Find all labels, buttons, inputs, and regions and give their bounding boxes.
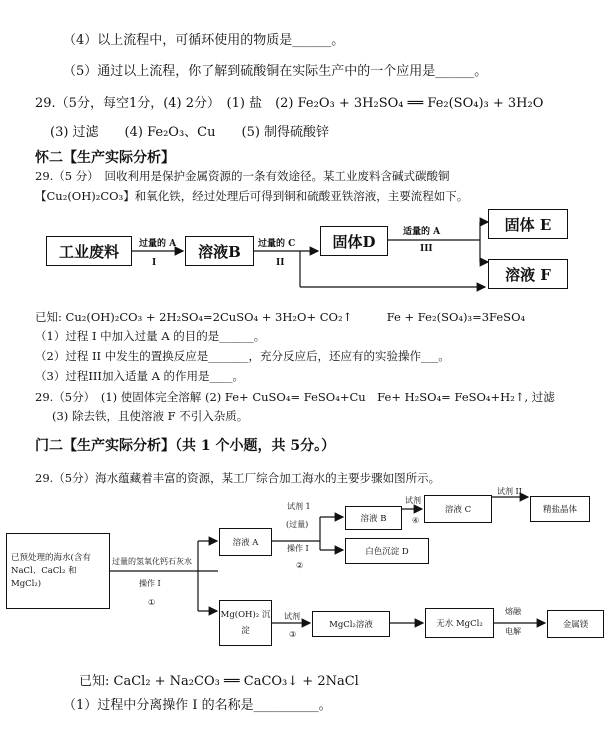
box-seawater: 已预处理的海水(含有 NaCl、CaCl₂ 和 MgCl₂) (6, 533, 110, 609)
reagent1-op-label: 操作 I (287, 544, 309, 553)
box-solution-b-2: 溶液 B (345, 506, 402, 530)
reagent2-num-label: ④ (412, 516, 420, 525)
arrow3-top-label: 适量的 A (403, 227, 441, 237)
reagent2-label: 试剂 (405, 496, 421, 505)
reagent1-num-label: ② (296, 561, 304, 570)
electrolysis-label: 电解 (505, 627, 521, 636)
box-mg-oh-precipitate: Mg(OH)₂ 沉淀 (219, 600, 272, 646)
arrow2-top-label: 过量的 C (258, 239, 296, 249)
section-heading-huai: 怀二【生产实际分析】 (35, 150, 175, 166)
question-5: （5）通过以上流程，你了解到硫酸铜在实际生产中的一个应用是______。 (63, 64, 488, 79)
op1-top-label: 过量的氢氧化钙石灰水 (112, 557, 192, 566)
box-solid-e: 固体 E (488, 209, 568, 239)
subquestion-1: （1）过程 I 中加入过量 A 的目的是______。 (35, 329, 266, 343)
subquestion-2: （2）过程 II 中发生的置换反应是_______，充分反应后，还应有的实验操作___。 (35, 349, 450, 363)
arrow1-top-label: 过量的 A (139, 239, 177, 249)
answer-line-2: (3) 过滤 (4) Fe₂O₃、Cu (5) 制得硫酸锌 (50, 125, 330, 140)
known-equations-1: 已知: Cu₂(OH)₂CO₃ + 2H₂SO₄=2CuSO₄ + 3H₂O+ CO₂↑ Fe + Fe₂(SO₄)₃=3FeSO₄ (35, 310, 526, 324)
answer-2-line-1: 29.（5分） (1) 使固体完全溶解 (2) Fe+ CuSO₄= FeSO₄+Cu Fe+ H₂SO₄= FeSO₄+H₂↑, 过滤 (35, 390, 555, 404)
answer-line-1: 29.（5分，每空1分，(4) 2分） (1) 盐 (2) Fe₂O₃ + 3H₂SO₄ ══ Fe₂(SO₄)₃ + 3H₂O (35, 96, 544, 111)
melt-label: 熔融 (505, 607, 521, 616)
box-white-precipitate-d: 白色沉淀 D (345, 538, 429, 564)
question-intro-1: 29.（5 分） 回收利用是保护金属资源的一条有效途径。某工业废料含碱式碳酸铜 (35, 169, 450, 183)
op1-bottom-label: ① (148, 598, 156, 607)
arrow1-bottom-label: I (152, 258, 157, 268)
arrow2-bottom-label: II (276, 258, 285, 268)
reagent1-excess-label: (过量) (286, 520, 309, 529)
subquestion-3: （3）过程III加入适量 A 的作用是____。 (35, 369, 245, 383)
op1-mid-label: 操作 I (139, 579, 161, 588)
box-anhydrous-mgcl2: 无水 MgCl₂ (425, 608, 494, 638)
reagent3-num-label: ③ (289, 630, 297, 639)
box-industrial-waste: 工业废料 (46, 236, 132, 266)
box-solution-a: 溶液 A (219, 528, 272, 556)
question-intro-2: 【Cu₂(OH)₂CO₃】和氧化铁，经过处理后可得到铜和硫酸亚铁溶液，主要流程如下。 (35, 189, 469, 203)
arrow3-bottom-label: III (420, 244, 433, 254)
box-solution-c: 溶液 C (424, 495, 492, 523)
reagent1-label: 试剂 1 (287, 502, 311, 511)
box-refined-salt: 精盐晶体 (530, 496, 590, 522)
section3-question-1: （1）过程中分离操作 I 的名称是__________。 (63, 698, 332, 713)
box-solid-d: 固体D (320, 226, 388, 256)
question-4: （4）以上流程中，可循环使用的物质是______。 (63, 33, 345, 48)
known-equation-2: 已知: CaCl₂ + Na₂CO₃ ══ CaCO₃↓ + 2NaCl (79, 674, 359, 689)
reagent3-label: 试剂 (284, 612, 300, 621)
section3-intro: 29.（5分）海水蕴藏着丰富的资源，某工厂综合加工海水的主要步骤如图所示。 (35, 471, 441, 485)
box-mgcl2-solution: MgCl₂溶液 (312, 611, 390, 637)
answer-2-line-2: (3) 除去铁，且使溶液 F 不引入杂质。 (52, 409, 249, 423)
box-solution-b: 溶液B (185, 236, 254, 266)
box-solution-f: 溶液 F (488, 259, 568, 289)
section-heading-men: 门二【生产实际分析】（共 1 个小题，共 5分。） (35, 438, 336, 454)
reagent-ii-label: 试剂 II (497, 487, 522, 496)
box-metal-magnesium: 金属镁 (547, 610, 604, 638)
